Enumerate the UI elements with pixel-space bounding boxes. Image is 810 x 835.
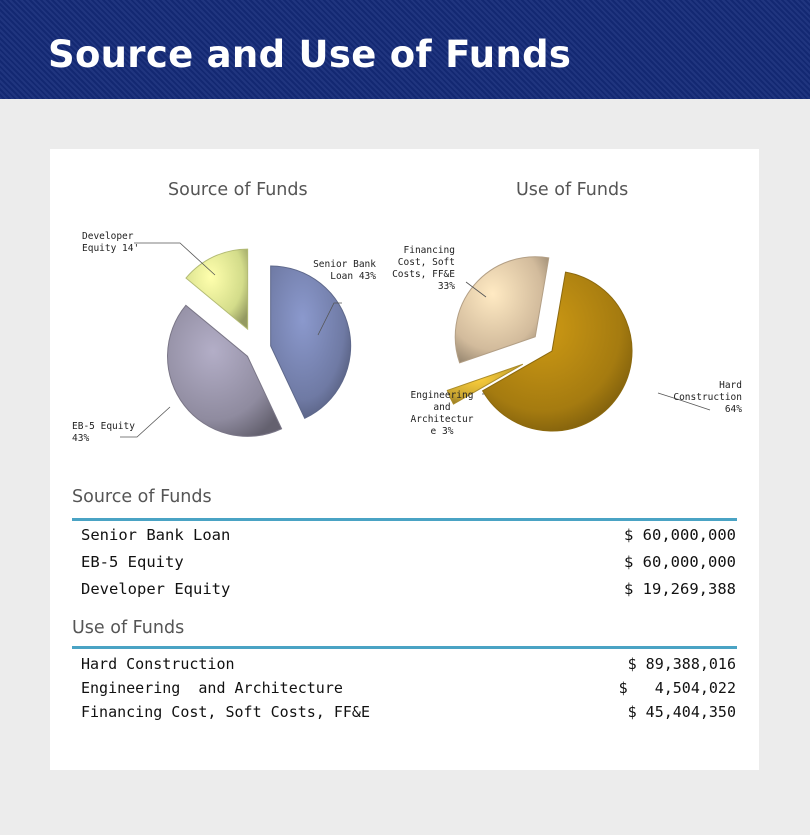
row-name: Financing Cost, Soft Costs, FF&E xyxy=(81,703,370,721)
use-pie-chart xyxy=(392,245,742,437)
row-amount: $ 19,269,388 xyxy=(624,580,736,598)
row-name: Developer Equity xyxy=(81,580,231,598)
row-amount: $ 4,504,022 xyxy=(618,679,736,697)
pie-slice xyxy=(271,266,351,418)
row-amount: $ 60,000,000 xyxy=(624,553,736,571)
row-name: Senior Bank Loan xyxy=(81,526,231,544)
row-name: Hard Construction xyxy=(81,655,235,673)
source-chart-title: Source of Funds xyxy=(168,180,308,200)
use-table-heading: Use of Funds xyxy=(72,618,185,638)
row-name: EB-5 Equity xyxy=(81,553,184,571)
row-amount: $ 89,388,016 xyxy=(627,655,736,673)
use-table-divider xyxy=(72,646,737,649)
content-card xyxy=(50,149,759,770)
row-name: Engineering and Architecture xyxy=(81,679,343,697)
page-title: Source and Use of Funds xyxy=(48,33,572,76)
pie-data-label: Hard Construction 64% xyxy=(673,380,742,415)
pie-data-label: Engineering and Architectur e 3% xyxy=(410,390,474,437)
page-header xyxy=(0,0,810,99)
pie-data-label: Developer Equity 14' xyxy=(82,231,140,254)
pie-data-label: Financing Cost, Soft Costs, FF&E 33% xyxy=(392,245,455,292)
pie-slice xyxy=(455,257,549,363)
pie-data-label: EB-5 Equity 43% xyxy=(72,421,135,444)
row-amount: $ 45,404,350 xyxy=(627,703,736,721)
source-table-heading: Source of Funds xyxy=(72,487,212,507)
source-pie-chart xyxy=(72,231,376,444)
pie-charts-area xyxy=(50,149,759,479)
source-table-divider xyxy=(72,518,737,521)
row-amount: $ 60,000,000 xyxy=(624,526,736,544)
pie-data-label: Senior Bank Loan 43% xyxy=(313,259,376,282)
use-chart-title: Use of Funds xyxy=(516,180,629,200)
pie-slice xyxy=(168,305,282,436)
